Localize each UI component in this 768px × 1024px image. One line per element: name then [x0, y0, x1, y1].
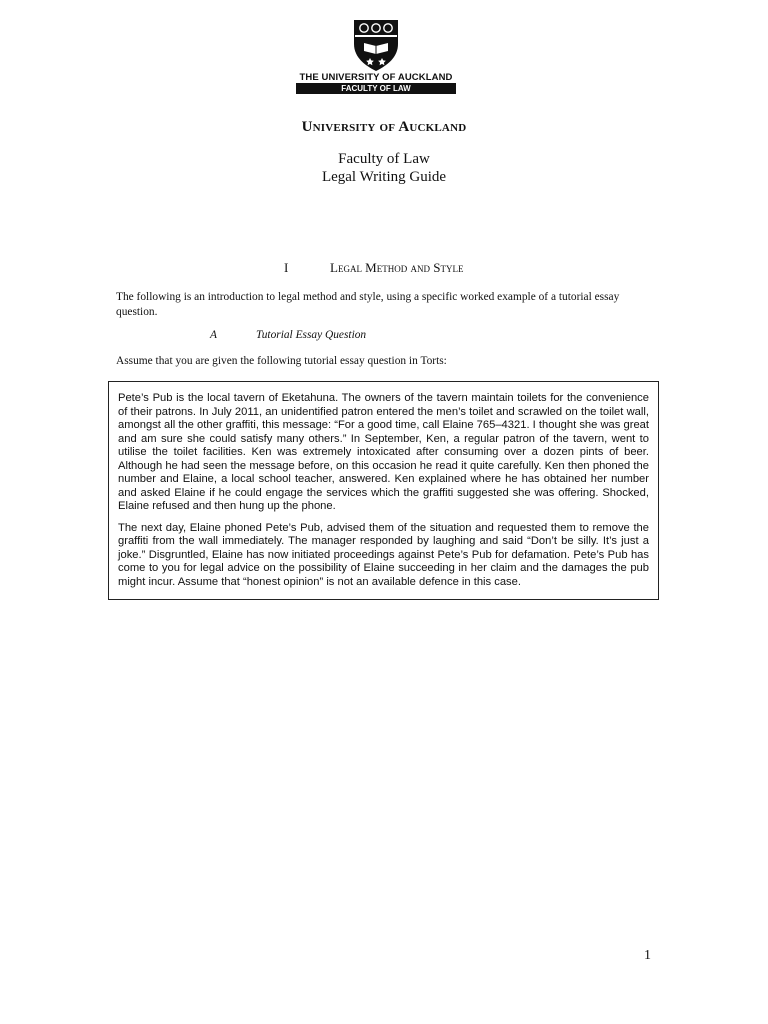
subsection-letter: A [210, 329, 217, 341]
question-paragraph-1: Pete’s Pub is the local tavern of Eketahuna. The owners of the tavern maintain toilets for the convenience of their patrons. In July 2011, an unidentified patron entered the men’s toilet and scrawled on the toilet wall, amongst all the other graffiti, this message: “For a good time, call Elaine 765–4321. I thought she was great and am sure she could satisfy many others.” In September, Ken, a regular patron of the tavern, went to utilise the toilet facilities. Ken was extremely intoxicated after consuming over a dozen pints of beer. Although he had seen the message before, on this occasion he read it quite carefully. Ken then phoned the number and Elaine, a local school teacher, answered. Ken explained where he has obtained her number and asked Elaine if he could engage the services which the graffiti suggested she was offering. Shocked, Elaine refused and then hung up the phone. [118, 392, 649, 512]
question-paragraph-2: The next day, Elaine phoned Pete’s Pub, advised them of the situation and requested them to remove the graffiti from the wall immediately. The manager responded by laughing and said “Don’t be silly. It’s just a joke.” Disgruntled, Elaine has now initiated proceedings against Pete’s Pub for defamation. Pete’s Pub has come to you for legal advice on the possibility of Elaine succeeding in her claim and the damages the pub might incur. Assume that “honest opinion” is not an available defence in this case. [118, 521, 649, 588]
section-title: Legal Method and Style [330, 260, 464, 275]
page-number: 1 [644, 948, 651, 963]
document-title: University of Auckland [301, 119, 467, 135]
essay-question-box [108, 381, 659, 600]
document-subtitle-faculty: Faculty of Law [338, 151, 430, 167]
university-name-logo: THE UNIVERSITY OF AUCKLAND [299, 72, 453, 83]
faculty-banner: FACULTY OF LAW [296, 83, 456, 94]
intro-paragraph: The following is an introduction to legal method and style, using a specific worked example of a tutorial essay question. [116, 291, 620, 318]
assume-paragraph: Assume that you are given the following tutorial essay question in Torts: [116, 355, 447, 367]
subsection-title: Tutorial Essay Question [256, 329, 367, 341]
document-subtitle-guide: Legal Writing Guide [321, 169, 447, 185]
university-crest-icon [352, 18, 400, 72]
section-number: I [284, 260, 289, 275]
